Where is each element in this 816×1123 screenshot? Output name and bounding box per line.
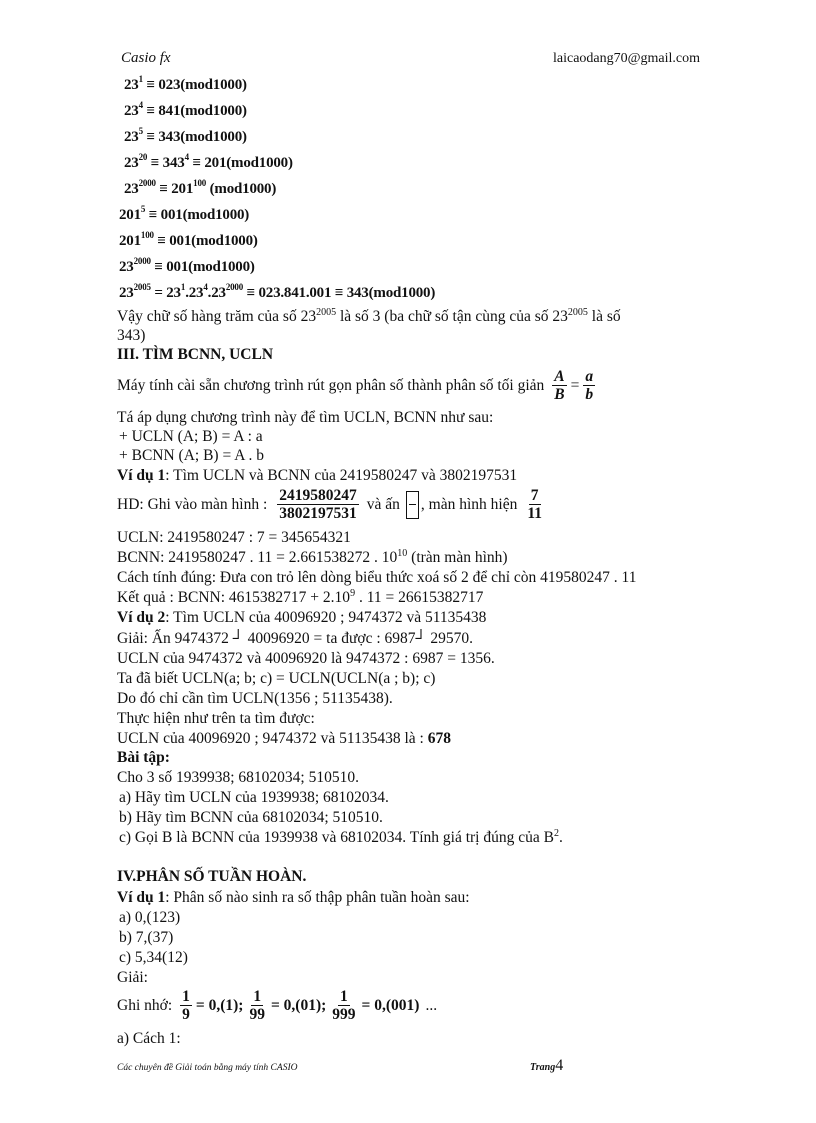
exercise-label: Bài tập: <box>117 749 170 766</box>
fraction-1-9: $\frac{1}{9}$ <box>182 988 190 1023</box>
solution-1: Giải: Ấn 9474372 ┘ 40096920 = ta được : 6987┘ 29570. <box>117 630 473 647</box>
value-3: = 0,(001) <box>361 997 420 1014</box>
equation-9: $23^{2005} = 23^1.23^4.23^{2000} \equiv 023.841.001 \equiv 343(mod1000)$ <box>119 282 436 301</box>
equals-sign: = <box>570 377 580 394</box>
solution-3: Ta đã biết UCLN(a; b; c) = UCLN(UCLN(a ; b); c) <box>117 670 436 687</box>
apply-text: Tá áp dụng chương trình này để tìm UCLN, BCNN như sau: <box>117 409 494 426</box>
section-title-4: IV.PHÂN SỐ TUẦN HOÀN. <box>117 868 307 885</box>
conclusion-line-2: 343) <box>117 327 146 344</box>
footer-page: Trang4 <box>530 1057 564 1074</box>
item-b: b) 7,(37) <box>119 929 174 946</box>
intro-text: Máy tính cài sẵn chương trình rút gọn phân số thành phân số tối giản <box>117 377 545 394</box>
solution-5: Thực hiện như trên ta tìm được: <box>117 710 315 727</box>
exercise-intro: Cho 3 số 1939938; 68102034; 510510. <box>117 769 359 786</box>
equation-2: $23^4 \equiv 841(mod1000)$ <box>124 100 247 119</box>
section3-intro <box>117 368 599 404</box>
solution-6: UCLN của 40096920 ; 9474372 và 51135438 là : 678 <box>117 730 451 747</box>
fraction-1-99: $\frac{1}{99}$ <box>249 988 265 1023</box>
equation-3: $23^5 \equiv 343(mod1000)$ <box>124 126 247 145</box>
fraction-1-999: $\frac{1}{999}$ <box>332 988 356 1023</box>
remember-label: Ghi nhớ: <box>117 997 173 1014</box>
exercise-c: c) Gọi B là BCNN của 1939938 và 68102034. Tính giá trị đúng của $B^2$. <box>119 828 563 846</box>
section4-example-1: Ví dụ 1: Phân số nào sinh ra số thập phân tuần hoàn sau: <box>117 889 470 906</box>
equation-4: $23^{20} \equiv 343^4 \equiv 201(mod1000)$ <box>124 152 293 171</box>
bcnn-result: BCNN: 2419580247 . 11 = 2.661538272 . $10^{10}$ (tràn màn hình) <box>117 548 508 566</box>
example-2: Ví dụ 2: Tìm UCLN của 40096920 ; 9474372 và 51135438 <box>117 609 487 626</box>
exercise-b: b) Hãy tìm BCNN của 68102034; 510510. <box>119 809 383 826</box>
exercise-a: a) Hãy tìm UCLN của 1939938; 68102034. <box>119 789 389 806</box>
section-title-3: III. TÌM BCNN, UCLN <box>117 346 274 363</box>
header-title: Casio fx <box>121 50 171 66</box>
hd-line <box>117 487 548 523</box>
method-1: a) Cách 1: <box>117 1030 181 1047</box>
equation-5: $23^{2000} \equiv 201^{100}$ (mod1000) <box>124 178 277 197</box>
item-a: a) 0,(123) <box>119 909 181 926</box>
fraction-A-B: $\frac{A}{B}$ <box>554 368 565 403</box>
header-email: laicaodang70@gmail.com <box>552 51 700 66</box>
equation-6: $201^5 \equiv 001(mod1000)$ <box>119 204 250 223</box>
value-2: = 0,(01); <box>270 997 327 1014</box>
equation-8: $23^{2000} \equiv 001(mod1000)$ <box>119 256 255 275</box>
fraction-key-icon <box>406 491 419 519</box>
value-1: = 0,(1); <box>195 997 244 1014</box>
equation-7: $201^{100} \equiv 001(mod1000)$ <box>119 230 258 249</box>
item-c: c) 5,34(12) <box>119 949 188 966</box>
rule-ucln: + UCLN (A; B) = A : a <box>119 428 263 445</box>
example-1: Ví dụ 1: Tìm UCLN và BCNN của 2419580247 và 3802197531 <box>117 467 518 484</box>
final-result: Kết quả : BCNN: $4615382717 + 2.10^9$ . 11 = 26615382717 <box>117 588 484 606</box>
hd-fraction: $\frac{2419580247}{3802197531}$ <box>279 487 357 522</box>
remember-line <box>117 988 437 1024</box>
hd-prefix: HD: Ghi vào màn hình : <box>117 496 268 513</box>
conclusion-line-1: Vậy chữ số hàng trăm của số $23^{2005}$ là số 3 (ba chữ số tận cùng của số $23^{2005}$ là số <box>117 307 621 325</box>
fraction-a-b: $\frac{a}{b}$ <box>585 368 594 403</box>
solution-4: Do đó chỉ cần tìm UCLN(1356 ; 51135438). <box>117 690 393 707</box>
ellipsis: ... <box>425 997 438 1014</box>
solution-label: Giải: <box>117 969 148 986</box>
footer-title: Các chuyên đề Giải toán bằng máy tính CASIO <box>117 1063 298 1073</box>
equation-1: $23^1 \equiv 023(mod1000)$ <box>124 74 247 93</box>
correct-method: Cách tính đúng: Đưa con trỏ lên dòng biểu thức xoá số 2 để chỉ còn 419580247 . 11 <box>117 569 637 586</box>
hd-mid: và ấn <box>366 496 400 513</box>
result-fraction: $\frac{7}{11}$ <box>527 487 542 522</box>
solution-2: UCLN của 9474372 và 40096920 là 9474372 : 6987 = 1356. <box>117 650 495 667</box>
hd-post: , màn hình hiện <box>420 496 518 513</box>
rule-bcnn: + BCNN (A; B) = A . b <box>119 447 264 464</box>
ucln-result: UCLN: 2419580247 : 7 = 345654321 <box>117 529 351 546</box>
